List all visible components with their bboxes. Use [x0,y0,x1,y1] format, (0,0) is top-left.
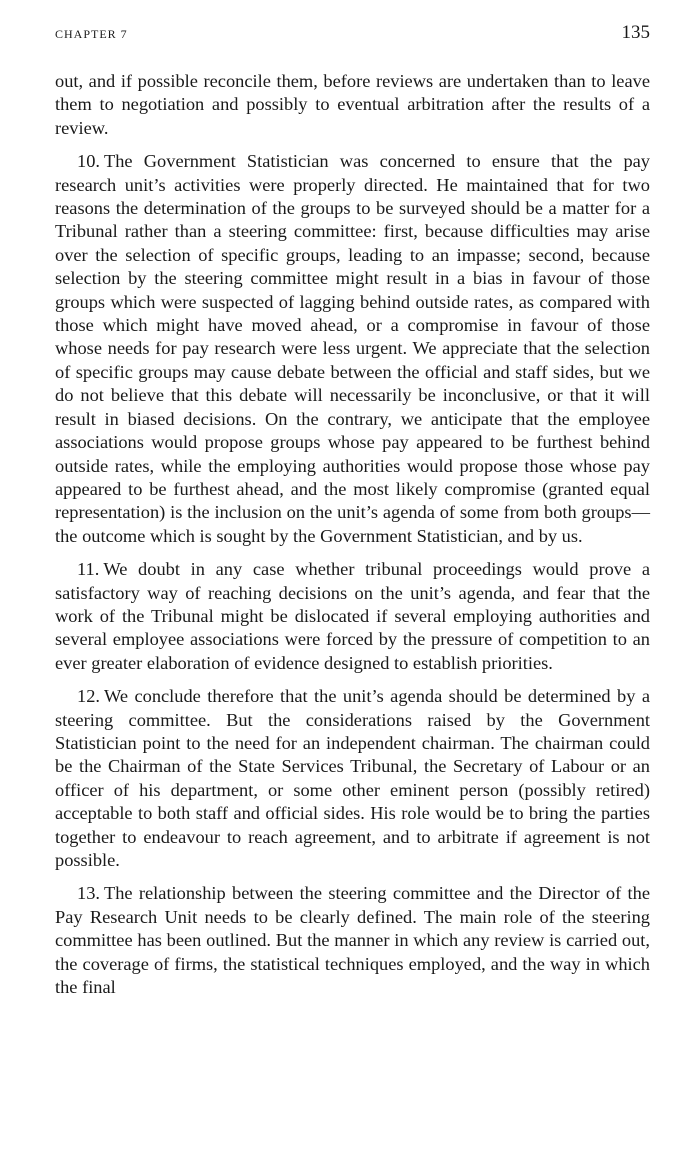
paragraph-11 [55,558,650,675]
running-header [55,22,650,56]
paragraph-continuation [55,70,650,140]
paragraph-number: 10. [77,151,100,172]
paragraph-text: We conclude therefore that the unit’s agenda should be determined by a steering committee. But the considerations raised by the Government Statistician point to the need for an independent chairman. The chairman could be the Chairman of the State Services Tribunal, the Secretary of Labour or an officer of his department, or some other eminent person (possibly retired) acceptable to both staff and official sides. His role would be to bring the parties together to endeavour to reach agreement, and to arbitrate if agreement is not possible. [55,686,650,870]
paragraph-number: 11. [77,559,100,580]
chapter-label: CHAPTER 7 [55,27,128,41]
paragraph-number: 13. [77,883,100,904]
paragraph-text: The relationship between the steering committee and the Director of the Pay Research Unit needs to be clearly defined. The main role of the steering committee has been outlined. But the manner in which any review is carried out, the coverage of firms, the statistical techniques employed, and the way in which the final [55,883,650,998]
body-text [55,70,650,999]
paragraph-text: We doubt in any case whether tribunal proceedings would prove a satisfactory way of reaching decisions on the unit’s agenda, and fear that the work of the Tribunal might be dislocated if several employing authorities and several employee associations were forced by the pressure of competition to an ever greater elaboration of evidence designed to establish priorities. [55,559,650,673]
paragraph-text: out, and if possible reconcile them, before reviews are undertaken than to leave them to negotiation and possibly to eventual arbitration after the results of a review. [55,71,650,138]
paragraph-10 [55,150,650,548]
paragraph-12 [55,685,650,872]
paragraph-13 [55,882,650,999]
paragraph-text: The Government Statistician was concerned to ensure that the pay research unit’s activities were properly directed. He maintained that for two reasons the determination of the groups to be surveyed should be a matter for a Tribunal rather than a steering committee: first, because difficulties may arise over the selection of specific groups, leading to an impasse; second, because selection by the steering committee might result in a bias in favour of those groups which were suspected of lagging behind outside rates, as compared with those which might have moved ahead, or a compromise in favour of those whose needs for pay research were less urgent. We appreciate that the selection of specific groups may cause debate between the official and staff sides, but we do not believe that this debate will necessarily be inconclusive, or that it will result in biased decisions. On the contrary, we anticipate that the employee associations would propose groups whose pay appeared to be furthest behind outside rates, while the employing authorities would propose those whose pay appeared to be furthest ahead, and the most likely compromise (granted equal representation) is the inclusion on the unit’s agenda of some from both groups—the outcome which is sought by the Government Statistician, and by us. [55,151,650,546]
paragraph-number: 12. [77,686,100,707]
document-page [55,22,650,1009]
page-number: 135 [621,22,650,43]
